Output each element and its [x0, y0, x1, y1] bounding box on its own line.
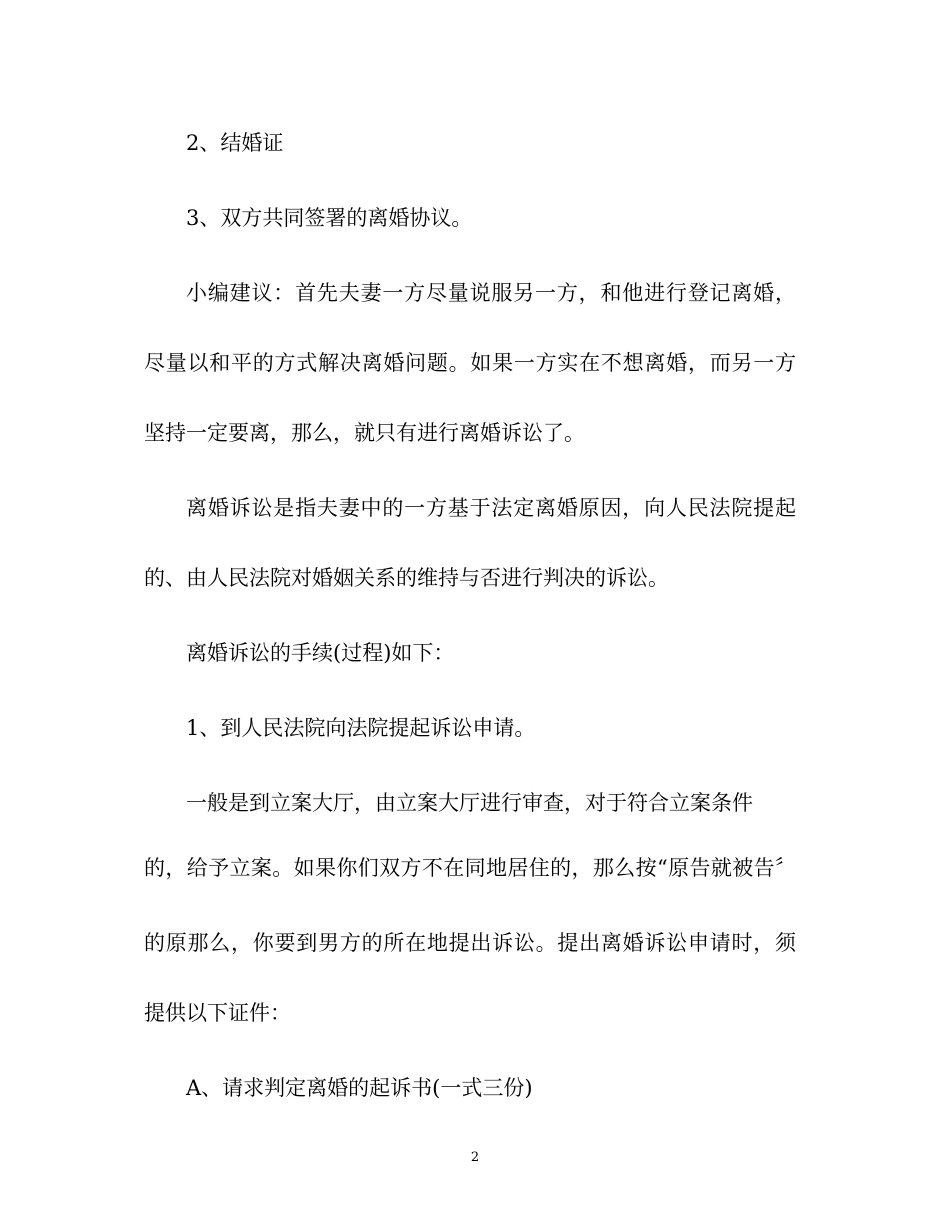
list-item-divorce-agreement: 3、双方共同签署的离婚协议。	[186, 206, 473, 230]
paragraph-line: 的，给予立案。如果你们双方不在同地居住的，那么按“原告就被告〞	[144, 856, 796, 880]
paragraph-line: 离婚诉讼是指夫妻中的一方基于法定离婚原因，向人民法院提起	[186, 496, 796, 520]
paragraph-line: 坚持一定要离，那么，就只有进行离婚诉讼了。	[144, 421, 585, 445]
list-item-step-1: 1、到人民法院向法院提起诉讼申请。	[186, 716, 536, 740]
paragraph-line: 的、由人民法院对婚姻关系的维持与否进行判决的诉讼。	[144, 566, 669, 590]
list-item-complaint: A、请求判定离婚的起诉书(一式三份)	[186, 1076, 533, 1100]
section-heading: 离婚诉讼的手续(过程)如下：	[186, 641, 455, 665]
list-item-marriage-certificate: 2、结婚证	[186, 131, 284, 155]
page-number: 2	[470, 1150, 480, 1165]
paragraph-line: 一般是到立案大厅，由立案大厅进行审查，对于符合立案条件	[186, 791, 753, 815]
paragraph-line: 提供以下证件：	[144, 1001, 291, 1025]
paragraph-line: 尽量以和平的方式解决离婚问题。如果一方实在不想离婚，而另一方	[144, 351, 796, 375]
paragraph-line: 的原那么，你要到男方的所在地提出诉讼。提出离婚诉讼申请时，须	[144, 931, 796, 955]
paragraph-line: 小编建议：首先夫妻一方尽量说服另一方，和他进行登记离婚，	[186, 281, 796, 305]
